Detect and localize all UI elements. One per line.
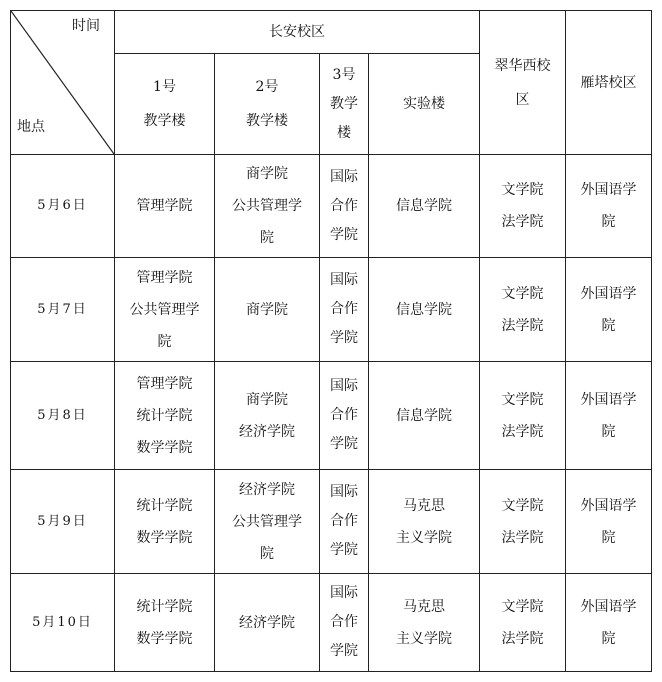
corner-time-label: 时间 <box>72 18 100 34</box>
cell-text-line: 外国语学 <box>580 497 637 514</box>
cell-lines <box>320 163 368 250</box>
cell-text-line: 商学院 <box>246 166 288 182</box>
cell-text-line: 教学 <box>330 95 358 112</box>
cuihua-header-lines <box>480 49 565 117</box>
table-row <box>11 470 652 574</box>
building-2-cell <box>215 362 320 470</box>
building-2-header <box>215 54 320 155</box>
table-row <box>11 155 652 258</box>
cell-lines <box>480 174 565 238</box>
cuihua-cell <box>480 362 566 470</box>
cell-lines <box>115 591 214 655</box>
yanta-cell <box>566 258 652 362</box>
cell-text-line: 信息学院 <box>396 407 452 424</box>
cell-text-line: 文学院 <box>501 285 544 302</box>
cell-lines <box>369 294 479 326</box>
cell-text-line: 公共管理学 <box>232 513 302 530</box>
cell-text-line: 区 <box>515 91 530 108</box>
cell-text-line: 信息学院 <box>396 198 452 214</box>
cell-lines <box>480 278 565 342</box>
building-2-cell <box>215 470 320 574</box>
cell-lines <box>320 61 368 148</box>
table-row <box>11 574 652 672</box>
building-3-cell <box>320 155 369 258</box>
corner-header-cell <box>11 11 115 155</box>
building-1-cell <box>115 362 215 470</box>
cell-lines <box>115 368 214 464</box>
cell-text-line: 公共管理学 <box>232 198 302 214</box>
cell-lines <box>115 70 214 138</box>
cell-lines <box>320 478 368 565</box>
cell-text-line: 院 <box>601 423 616 440</box>
cell-text-line: 合作 <box>330 614 358 630</box>
lab-cell <box>369 470 480 574</box>
cell-text-line: 马克思 <box>403 598 445 615</box>
corner-place-label: 地点 <box>17 119 45 135</box>
date-cell: 5月10日 <box>11 574 115 672</box>
building-2-cell <box>215 574 320 672</box>
yanta-cell <box>566 362 652 470</box>
cell-text-line: 学院 <box>330 226 358 243</box>
cell-text-line: 学院 <box>330 542 358 558</box>
cell-text-line: 教学楼 <box>246 113 288 129</box>
cell-text-line: 文学院 <box>501 391 544 408</box>
cell-text-line: 经济学院 <box>239 481 295 498</box>
cell-lines <box>369 591 479 655</box>
cell-lines <box>215 294 319 326</box>
cell-text-line: 合作 <box>330 197 358 214</box>
table-row <box>11 362 652 470</box>
cell-text-line: 商学院 <box>246 301 288 318</box>
changan-campus-header: 长安校区 <box>115 11 480 54</box>
cell-lines <box>215 607 319 639</box>
lab-cell <box>369 362 480 470</box>
cell-lines <box>369 400 479 432</box>
cell-lines <box>566 490 651 554</box>
cell-text-line: 翠华西校 <box>494 57 551 74</box>
cell-text-line: 院 <box>260 545 274 562</box>
cell-text-line: 统计学院 <box>136 497 193 514</box>
header-row-campus <box>11 11 652 54</box>
building-1-header <box>115 54 215 155</box>
cell-lines <box>566 591 651 655</box>
cell-text-line: 国际 <box>330 272 358 288</box>
table-row <box>11 258 652 362</box>
cuihua-cell <box>480 155 566 258</box>
cell-lines <box>480 490 565 554</box>
cell-text-line: 法学院 <box>501 317 544 334</box>
lab-cell <box>369 155 480 258</box>
cell-lines <box>115 490 214 554</box>
cell-lines <box>369 190 479 222</box>
cell-lines <box>320 579 368 666</box>
cell-text-line: 管理学院 <box>136 198 193 214</box>
cell-text-line: 文学院 <box>501 497 544 514</box>
cuihua-campus-header <box>480 11 566 155</box>
cell-text-line: 法学院 <box>501 423 544 440</box>
date-cell: 5月8日 <box>11 362 115 470</box>
building-3-cell <box>320 258 369 362</box>
building-2-cell <box>215 155 320 258</box>
cell-text-line: 院 <box>601 214 616 230</box>
cell-text-line: 院 <box>601 317 616 334</box>
cell-text-line: 院 <box>601 529 616 546</box>
cell-text-line: 合作 <box>330 407 358 423</box>
cell-text-line: 马克思 <box>403 497 445 514</box>
cell-text-line: 统计学院 <box>136 598 193 615</box>
cell-lines <box>115 262 214 358</box>
cell-text-line: 合作 <box>330 513 358 529</box>
cell-text-line: 外国语学 <box>580 391 637 408</box>
cell-text-line: 国际 <box>330 484 358 500</box>
yanta-cell <box>566 470 652 574</box>
cell-text-line: 管理学院 <box>136 375 193 392</box>
yanta-cell <box>566 574 652 672</box>
cell-lines <box>215 474 319 570</box>
cell-text-line: 合作 <box>330 301 358 317</box>
cell-text-line: 国际 <box>330 378 358 394</box>
cell-text-line: 外国语学 <box>580 182 637 198</box>
building-3-cell <box>320 470 369 574</box>
cell-text-line: 2号 <box>255 79 279 95</box>
cell-lines <box>215 158 319 254</box>
cell-text-line: 经济学院 <box>239 614 295 631</box>
cell-text-line: 数学学院 <box>136 529 193 546</box>
cell-text-line: 1号 <box>153 79 176 95</box>
cell-text-line: 教学楼 <box>143 113 186 129</box>
cell-text-line: 院 <box>601 630 616 647</box>
cell-text-line: 文学院 <box>501 598 544 615</box>
cell-lines <box>369 490 479 554</box>
cell-text-line: 法学院 <box>501 214 544 230</box>
building-1-cell <box>115 574 215 672</box>
date-cell: 5月6日 <box>11 155 115 258</box>
cell-text-line: 学院 <box>330 643 358 659</box>
cuihua-cell <box>480 574 566 672</box>
cell-text-line: 信息学院 <box>396 301 452 318</box>
cell-lines <box>566 174 651 238</box>
cuihua-cell <box>480 258 566 362</box>
building-1-cell <box>115 470 215 574</box>
cell-text-line: 学院 <box>330 436 358 452</box>
lab-building-header: 实验楼 <box>369 54 480 155</box>
cell-text-line: 公共管理学 <box>129 301 200 318</box>
cell-text-line: 商学院 <box>246 391 288 408</box>
cell-text-line: 院 <box>157 333 172 350</box>
cell-lines <box>480 591 565 655</box>
cell-text-line: 法学院 <box>501 630 544 647</box>
cell-text-line: 楼 <box>337 124 351 141</box>
cell-text-line: 外国语学 <box>580 285 637 302</box>
cell-text-line: 学院 <box>330 330 358 346</box>
exam-schedule-table <box>10 10 652 672</box>
cell-lines <box>215 70 319 138</box>
building-3-header <box>320 54 369 155</box>
date-cell: 5月9日 <box>11 470 115 574</box>
building-3-cell <box>320 362 369 470</box>
cell-text-line: 国际 <box>330 585 358 601</box>
cell-lines <box>566 278 651 342</box>
cell-text-line: 文学院 <box>501 182 544 198</box>
cell-text-line: 法学院 <box>501 529 544 546</box>
cuihua-cell <box>480 470 566 574</box>
cell-text-line: 外国语学 <box>580 598 637 615</box>
building-2-cell <box>215 258 320 362</box>
building-1-cell <box>115 155 215 258</box>
building-3-cell <box>320 574 369 672</box>
lab-cell <box>369 258 480 362</box>
cell-lines <box>320 266 368 353</box>
yanta-campus-header: 雁塔校区 <box>566 11 652 155</box>
cell-lines <box>320 372 368 459</box>
cell-text-line: 管理学院 <box>136 269 193 286</box>
cell-text-line: 院 <box>260 230 274 246</box>
cell-text-line: 经济学院 <box>239 423 295 440</box>
cell-text-line: 数学学院 <box>136 630 193 647</box>
building-1-cell <box>115 258 215 362</box>
cell-lines <box>215 384 319 448</box>
lab-cell <box>369 574 480 672</box>
cell-text-line: 国际 <box>330 168 358 185</box>
cell-lines <box>566 384 651 448</box>
cell-text-line: 统计学院 <box>136 407 193 424</box>
date-cell: 5月7日 <box>11 258 115 362</box>
yanta-cell <box>566 155 652 258</box>
cell-lines <box>115 190 214 222</box>
cell-text-line: 数学学院 <box>136 439 193 456</box>
cell-text-line: 主义学院 <box>396 529 452 546</box>
cell-text-line: 3号 <box>332 66 356 83</box>
cell-text-line: 主义学院 <box>396 630 452 647</box>
cell-lines <box>480 384 565 448</box>
